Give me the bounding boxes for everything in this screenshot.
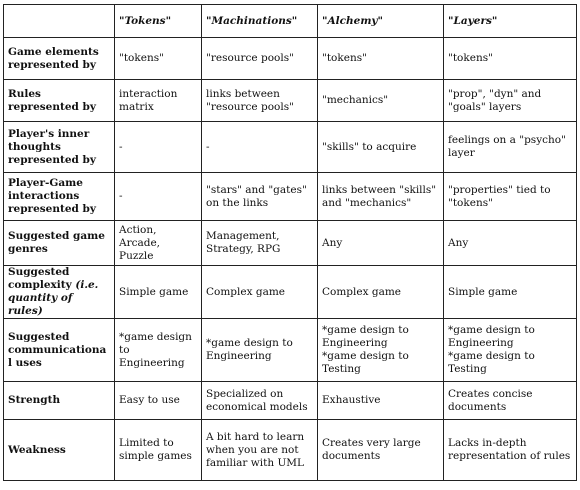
table-cell: "resource pools" [202, 38, 318, 80]
row-header-complexity-note: (i.e. quantity of rules) [8, 279, 99, 317]
table-row [4, 221, 577, 266]
table-cell: links between "skills" and "mechanics" [318, 173, 444, 221]
row-header-game-genres: Suggested game genres [4, 221, 115, 266]
table-cell: Complex game [318, 266, 444, 319]
table-cell: "tokens" [115, 38, 202, 80]
table-cell: - [115, 173, 202, 221]
row-header-game-elements: Game elements represented by [4, 38, 115, 80]
table-cell: Management, Strategy, RPG [202, 221, 318, 266]
table-cell: Exhaustive [318, 382, 444, 420]
table-cell: "prop", "dyn" and "goals" layers [444, 80, 577, 122]
header-row [4, 5, 577, 38]
table-cell: "stars" and "gates" on the links [202, 173, 318, 221]
table-row [4, 420, 577, 481]
header-corner-cell [4, 5, 115, 38]
comparison-table-container [3, 4, 577, 481]
column-header-layers: "Layers" [444, 5, 577, 38]
table-cell: *game design to Engineering [115, 319, 202, 382]
table-row [4, 80, 577, 122]
row-header-rules: Rules represented by [4, 80, 115, 122]
table-cell: Creates very large documents [318, 420, 444, 481]
table-cell: Complex game [202, 266, 318, 319]
row-header-strength: Strength [4, 382, 115, 420]
table-row [4, 122, 577, 173]
table-cell: feelings on a "psycho" layer [444, 122, 577, 173]
table-cell: Any [318, 221, 444, 266]
table-row [4, 319, 577, 382]
table-cell: A bit hard to learn when you are not familiar with UML [202, 420, 318, 481]
table-cell: Action, Arcade, Puzzle [115, 221, 202, 266]
table-cell: *game design to Engineering *game design to Testing [318, 319, 444, 382]
table-cell: "tokens" [444, 38, 577, 80]
comparison-table [3, 4, 577, 481]
table-cell: Simple game [115, 266, 202, 319]
row-header-player-game-interactions: Player-Game interactions represented by [4, 173, 115, 221]
table-cell: Limited to simple games [115, 420, 202, 481]
row-header-weakness: Weakness [4, 420, 115, 481]
table-row [4, 173, 577, 221]
table-cell: "mechanics" [318, 80, 444, 122]
table-cell: - [202, 122, 318, 173]
row-header-complexity-label: Suggested complexity [8, 266, 72, 291]
table-cell: Simple game [444, 266, 577, 319]
table-cell: Easy to use [115, 382, 202, 420]
table-cell: interaction matrix [115, 80, 202, 122]
table-cell: Creates concise documents [444, 382, 577, 420]
table-cell: "skills" to acquire [318, 122, 444, 173]
table-cell: Lacks in-depth representation of rules [444, 420, 577, 481]
row-header-communicational-uses: Suggested communicational uses [4, 319, 115, 382]
table-row [4, 382, 577, 420]
table-cell: Any [444, 221, 577, 266]
table-cell: Specialized on economical models [202, 382, 318, 420]
row-header-complexity [4, 266, 115, 319]
table-cell: *game design to Engineering *game design to Testing [444, 319, 577, 382]
table-cell: "tokens" [318, 38, 444, 80]
table-row [4, 38, 577, 80]
table-row [4, 266, 577, 319]
column-header-machinations: "Machinations" [202, 5, 318, 38]
table-cell: *game design to Engineering [202, 319, 318, 382]
table-cell: "properties" tied to "tokens" [444, 173, 577, 221]
column-header-alchemy: "Alchemy" [318, 5, 444, 38]
table-cell: links between "resource pools" [202, 80, 318, 122]
table-cell: - [115, 122, 202, 173]
row-header-inner-thoughts: Player's inner thoughts represented by [4, 122, 115, 173]
column-header-tokens: "Tokens" [115, 5, 202, 38]
